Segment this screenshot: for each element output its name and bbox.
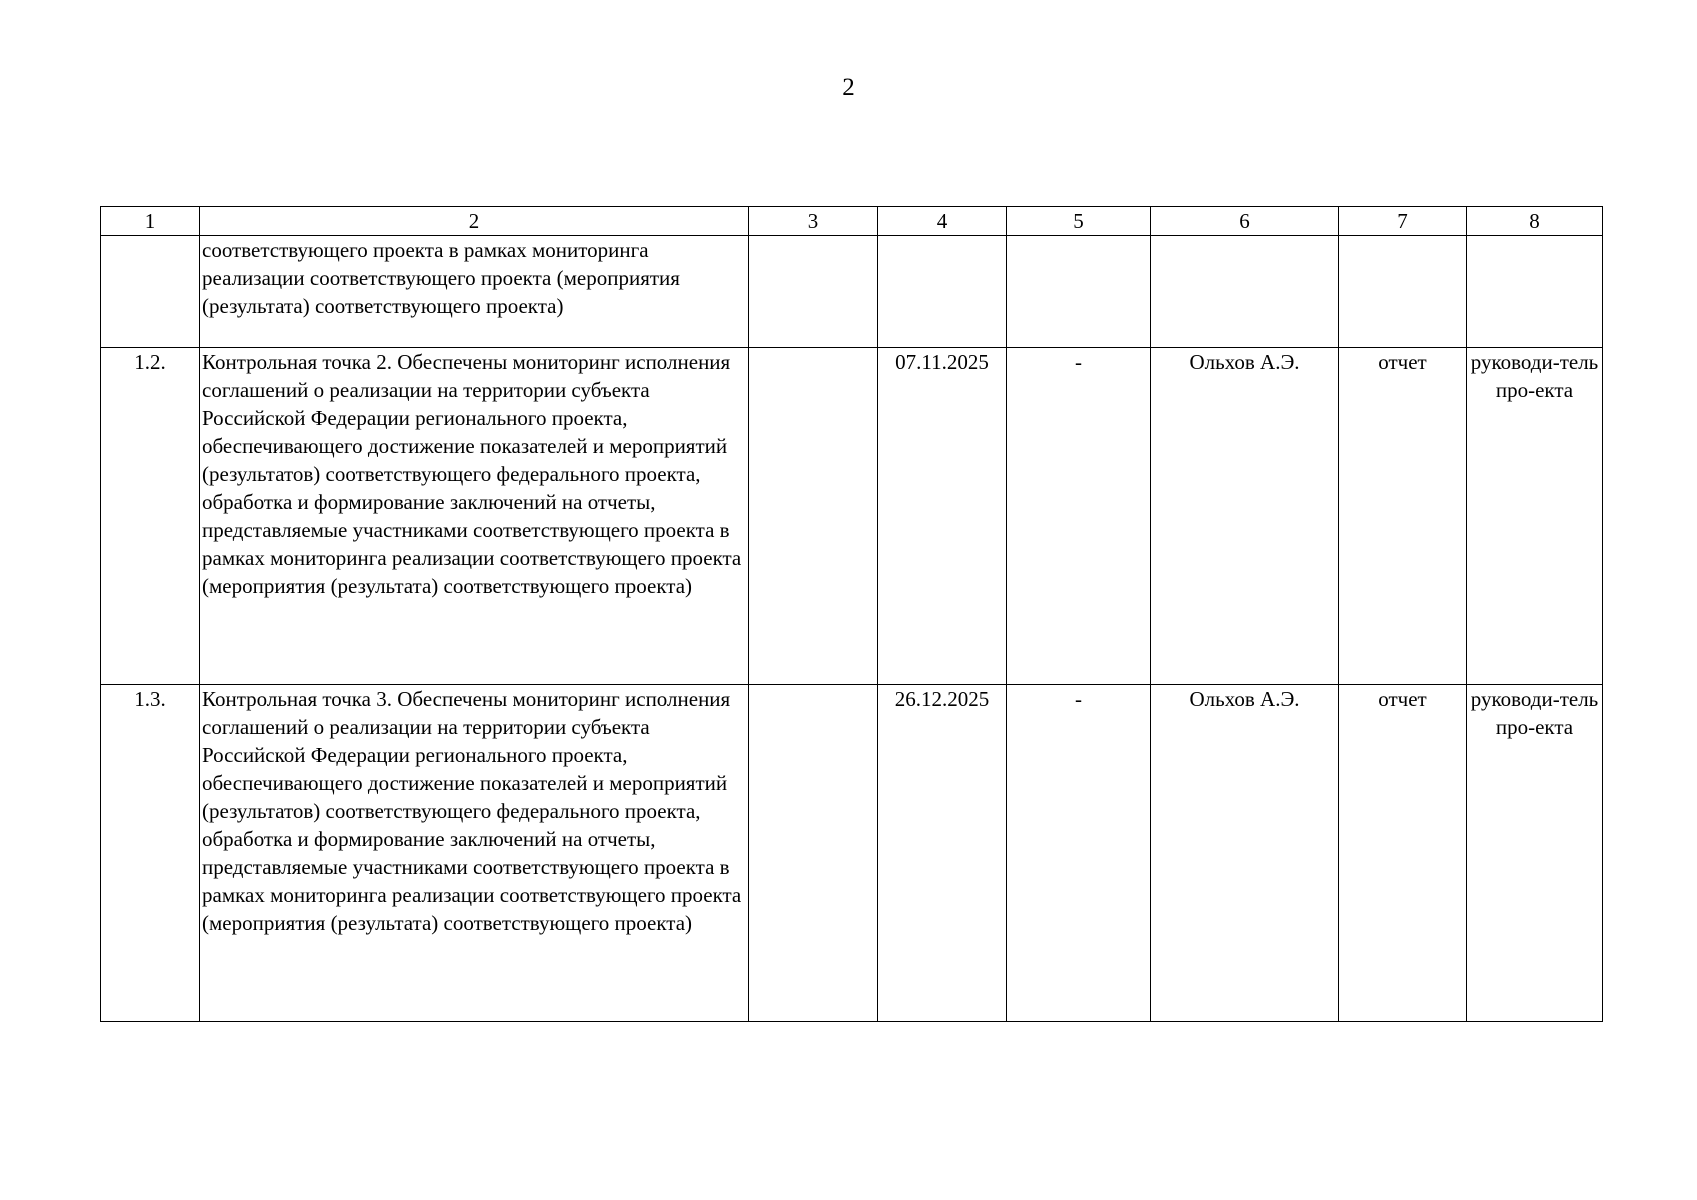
- row-description: Контрольная точка 3. Обеспечены мониторинг исполнения соглашений о реализации на территории субъекта Российской Федерации регионального проекта, обеспечивающего достижение показателей и мероприятий (результатов) соответствующего федерального проекта, обработка и формирование заключений на отчеты, представляемые участниками соответствующего проекта в рамках мониторинга реализации соответствующего проекта (мероприятия (результата) соответствующего проекта): [200, 685, 749, 1022]
- row-number: 1.3.: [101, 685, 200, 1022]
- row-date: 26.12.2025: [878, 685, 1007, 1022]
- column-header: 5: [1007, 207, 1151, 236]
- row-responsible: руководи-тель про-екта: [1467, 348, 1603, 685]
- column-header: 2: [200, 207, 749, 236]
- row-responsible: [1467, 236, 1603, 348]
- table-row: [101, 236, 1603, 348]
- row-person: [1151, 236, 1339, 348]
- row-col3: [749, 236, 878, 348]
- row-person: Ольхов А.Э.: [1151, 685, 1339, 1022]
- row-description: соответствующего проекта в рамках мониторинга реализации соответствующего проекта (мероприятия (результата) соответствующего проекта): [200, 236, 749, 348]
- column-header: 8: [1467, 207, 1603, 236]
- column-header: 7: [1339, 207, 1467, 236]
- row-col3: [749, 685, 878, 1022]
- row-doc-type: отчет: [1339, 348, 1467, 685]
- column-header: 3: [749, 207, 878, 236]
- schedule-table: [100, 206, 1603, 1022]
- row-responsible: руководи-тель про-екта: [1467, 685, 1603, 1022]
- row-col5: [1007, 236, 1151, 348]
- page-number: 2: [842, 74, 855, 101]
- row-number: [101, 236, 200, 348]
- row-person: Ольхов А.Э.: [1151, 348, 1339, 685]
- table-header-row: [101, 207, 1603, 236]
- row-col3: [749, 348, 878, 685]
- table-row: [101, 685, 1603, 1022]
- row-doc-type: отчет: [1339, 685, 1467, 1022]
- row-date: 07.11.2025: [878, 348, 1007, 685]
- column-header: 1: [101, 207, 200, 236]
- row-number: 1.2.: [101, 348, 200, 685]
- column-header: 6: [1151, 207, 1339, 236]
- row-col5: -: [1007, 348, 1151, 685]
- row-date: [878, 236, 1007, 348]
- row-description: Контрольная точка 2. Обеспечены мониторинг исполнения соглашений о реализации на территории субъекта Российской Федерации регионального проекта, обеспечивающего достижение показателей и мероприятий (результатов) соответствующего федерального проекта, обработка и формирование заключений на отчеты, представляемые участниками соответствующего проекта в рамках мониторинга реализации соответствующего проекта (мероприятия (результата) соответствующего проекта): [200, 348, 749, 685]
- column-header: 4: [878, 207, 1007, 236]
- row-col5: -: [1007, 685, 1151, 1022]
- table-row: [101, 348, 1603, 685]
- row-doc-type: [1339, 236, 1467, 348]
